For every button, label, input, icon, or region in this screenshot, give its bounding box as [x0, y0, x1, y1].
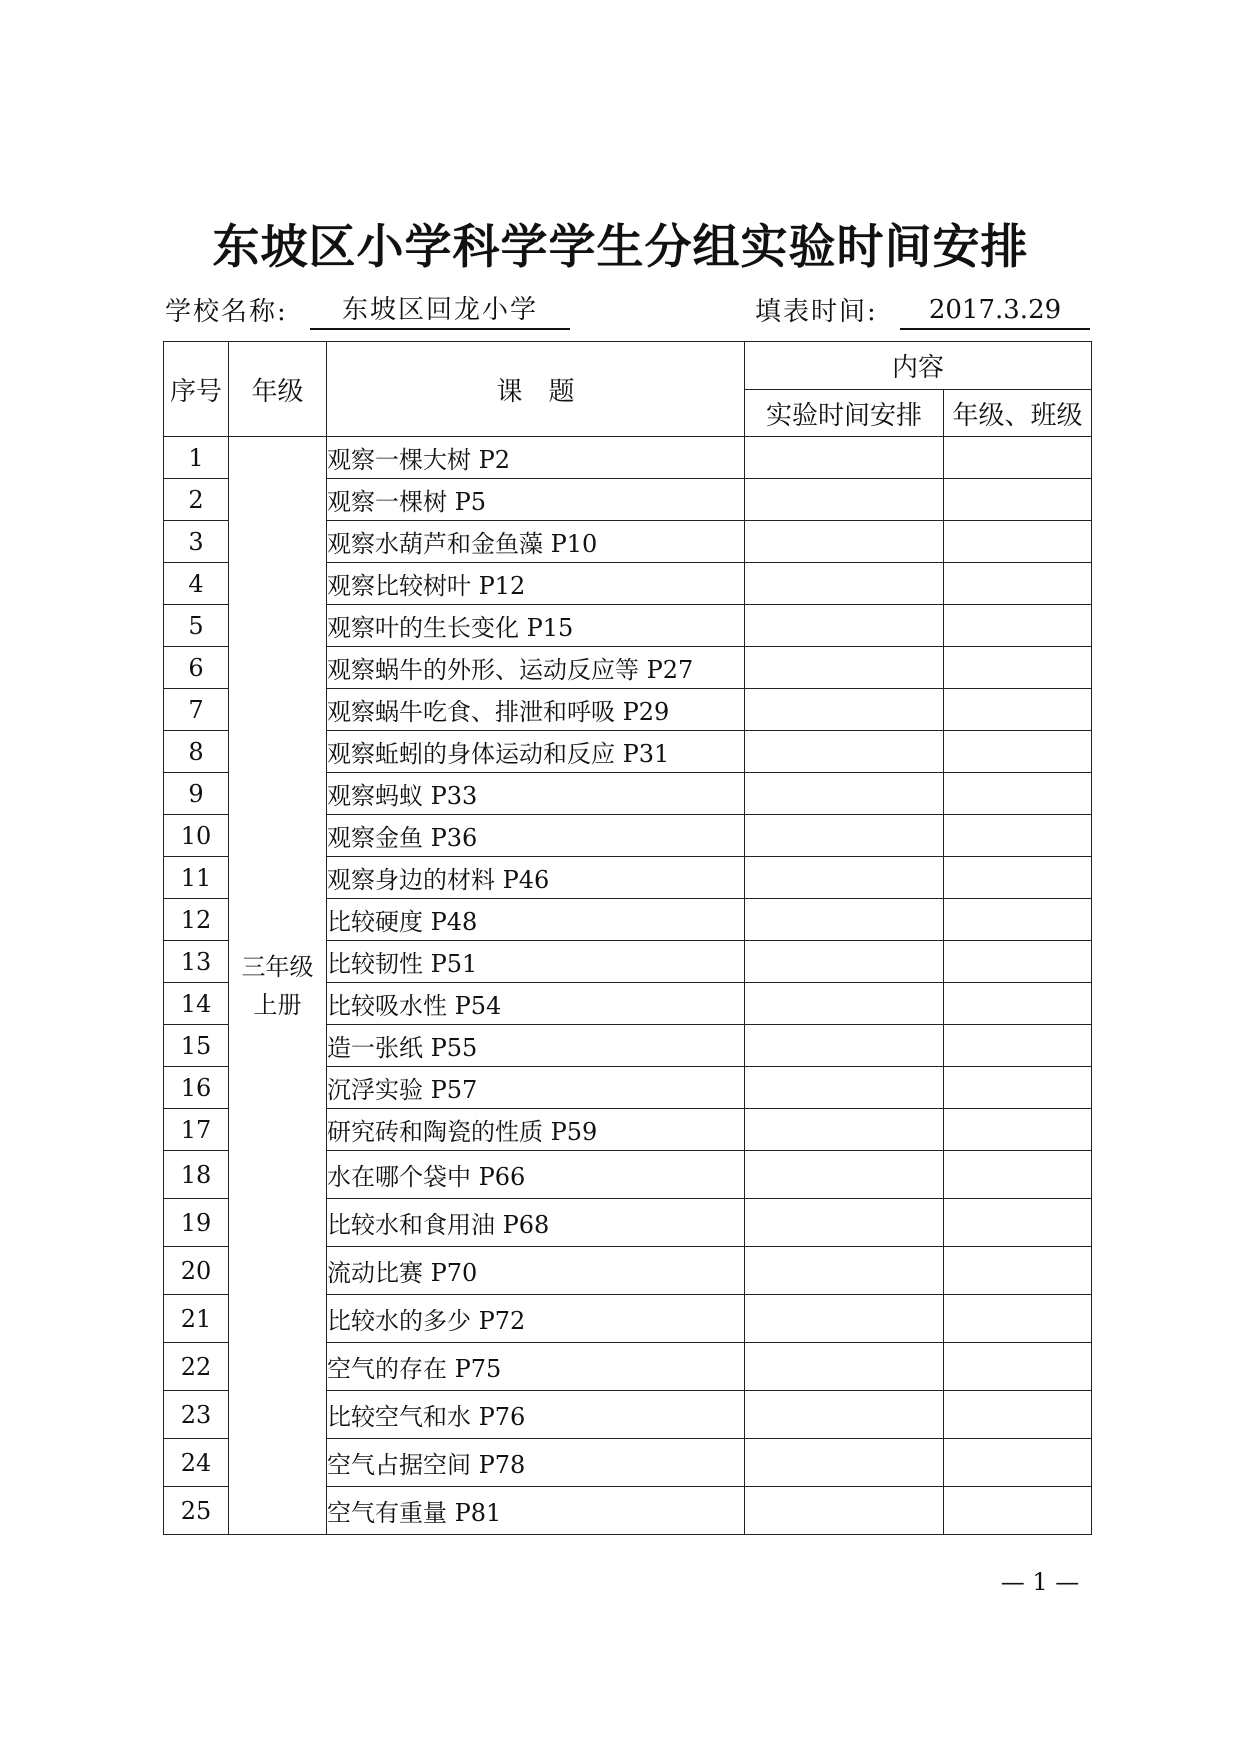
row-class-cell[interactable] — [944, 437, 1092, 479]
row-topic: 观察金鱼 P36 — [327, 815, 745, 857]
row-topic: 观察一棵大树 P2 — [327, 437, 745, 479]
row-class-cell[interactable] — [944, 689, 1092, 731]
document-title: 东坡区小学科学学生分组实验时间安排 — [212, 220, 1029, 275]
header-no: 序号 — [164, 342, 229, 437]
row-time-cell[interactable] — [745, 1343, 944, 1391]
row-number: 6 — [164, 647, 229, 689]
table-body — [164, 437, 1092, 1535]
row-number: 2 — [164, 479, 229, 521]
row-time-cell[interactable] — [745, 1025, 944, 1067]
row-time-cell[interactable] — [745, 857, 944, 899]
row-topic: 空气的存在 P75 — [327, 1343, 745, 1391]
row-topic: 空气有重量 P81 — [327, 1487, 745, 1535]
row-time-cell[interactable] — [745, 689, 944, 731]
row-topic: 观察比较树叶 P12 — [327, 563, 745, 605]
row-time-cell[interactable] — [745, 1247, 944, 1295]
row-class-cell[interactable] — [944, 941, 1092, 983]
row-number: 5 — [164, 605, 229, 647]
row-topic: 比较吸水性 P54 — [327, 983, 745, 1025]
row-number: 8 — [164, 731, 229, 773]
row-number: 22 — [164, 1343, 229, 1391]
page-number: — 1 — — [1000, 1568, 1080, 1596]
row-class-cell[interactable] — [944, 1439, 1092, 1487]
header-topic: 课 题 — [327, 342, 745, 437]
row-class-cell[interactable] — [944, 1109, 1092, 1151]
header-class: 年级、班级 — [944, 390, 1092, 437]
row-topic: 比较韧性 P51 — [327, 941, 745, 983]
row-number: 20 — [164, 1247, 229, 1295]
row-topic: 观察身边的材料 P46 — [327, 857, 745, 899]
row-topic: 比较硬度 P48 — [327, 899, 745, 941]
row-time-cell[interactable] — [745, 1109, 944, 1151]
row-number: 9 — [164, 773, 229, 815]
row-topic: 比较空气和水 P76 — [327, 1391, 745, 1439]
row-time-cell[interactable] — [745, 479, 944, 521]
row-class-cell[interactable] — [944, 521, 1092, 563]
row-topic: 观察一棵树 P5 — [327, 479, 745, 521]
row-number: 25 — [164, 1487, 229, 1535]
row-class-cell[interactable] — [944, 1343, 1092, 1391]
row-class-cell[interactable] — [944, 479, 1092, 521]
row-class-cell[interactable] — [944, 773, 1092, 815]
row-time-cell[interactable] — [745, 437, 944, 479]
date-field: 2017.3.29 — [900, 292, 1090, 330]
row-number: 14 — [164, 983, 229, 1025]
grade-cell — [229, 437, 327, 1535]
row-number: 21 — [164, 1295, 229, 1343]
row-class-cell[interactable] — [944, 983, 1092, 1025]
row-topic: 观察水葫芦和金鱼藻 P10 — [327, 521, 745, 563]
row-class-cell[interactable] — [944, 563, 1092, 605]
row-time-cell[interactable] — [745, 1487, 944, 1535]
row-time-cell[interactable] — [745, 1439, 944, 1487]
row-topic: 空气占据空间 P78 — [327, 1439, 745, 1487]
row-time-cell[interactable] — [745, 605, 944, 647]
row-number: 18 — [164, 1151, 229, 1199]
row-time-cell[interactable] — [745, 983, 944, 1025]
row-time-cell[interactable] — [745, 1391, 944, 1439]
row-topic: 观察蚂蚁 P33 — [327, 773, 745, 815]
experiment-schedule-table — [163, 341, 1092, 1535]
row-number: 12 — [164, 899, 229, 941]
row-time-cell[interactable] — [745, 731, 944, 773]
row-number: 10 — [164, 815, 229, 857]
row-time-cell[interactable] — [745, 899, 944, 941]
row-topic: 沉浮实验 P57 — [327, 1067, 745, 1109]
row-topic: 观察蜗牛的外形、运动反应等 P27 — [327, 647, 745, 689]
date-label: 填表时间: — [755, 297, 878, 327]
row-time-cell[interactable] — [745, 563, 944, 605]
row-topic: 比较水的多少 P72 — [327, 1295, 745, 1343]
row-time-cell[interactable] — [745, 941, 944, 983]
row-number: 11 — [164, 857, 229, 899]
school-label: 学校名称: — [165, 297, 288, 327]
row-number: 16 — [164, 1067, 229, 1109]
row-class-cell[interactable] — [944, 605, 1092, 647]
header-content: 内容 — [745, 342, 1092, 390]
header-time: 实验时间安排 — [745, 390, 944, 437]
row-time-cell[interactable] — [745, 1151, 944, 1199]
row-class-cell[interactable] — [944, 1487, 1092, 1535]
row-number: 4 — [164, 563, 229, 605]
row-time-cell[interactable] — [745, 815, 944, 857]
row-class-cell[interactable] — [944, 1067, 1092, 1109]
row-topic: 比较水和食用油 P68 — [327, 1199, 745, 1247]
row-class-cell[interactable] — [944, 1247, 1092, 1295]
row-number: 3 — [164, 521, 229, 563]
row-number: 19 — [164, 1199, 229, 1247]
grade-label-line2: 上册 — [253, 990, 302, 1019]
row-time-cell[interactable] — [745, 647, 944, 689]
row-number: 13 — [164, 941, 229, 983]
row-time-cell[interactable] — [745, 521, 944, 563]
row-number: 1 — [164, 437, 229, 479]
row-topic: 观察蚯蚓的身体运动和反应 P31 — [327, 731, 745, 773]
row-class-cell[interactable] — [944, 1295, 1092, 1343]
row-number: 17 — [164, 1109, 229, 1151]
row-number: 23 — [164, 1391, 229, 1439]
grade-label-line1: 三年级 — [241, 952, 314, 981]
row-topic: 造一张纸 P55 — [327, 1025, 745, 1067]
row-time-cell[interactable] — [745, 1199, 944, 1247]
row-topic: 水在哪个袋中 P66 — [327, 1151, 745, 1199]
row-topic: 研究砖和陶瓷的性质 P59 — [327, 1109, 745, 1151]
row-number: 7 — [164, 689, 229, 731]
header-grade: 年级 — [229, 342, 327, 437]
row-number: 15 — [164, 1025, 229, 1067]
school-name-field: 东坡区回龙小学 — [310, 292, 570, 330]
row-topic: 观察叶的生长变化 P15 — [327, 605, 745, 647]
table-row — [164, 437, 1092, 479]
row-time-cell[interactable] — [745, 1067, 944, 1109]
row-class-cell[interactable] — [944, 815, 1092, 857]
row-class-cell[interactable] — [944, 1391, 1092, 1439]
row-time-cell[interactable] — [745, 773, 944, 815]
row-class-cell[interactable] — [944, 1151, 1092, 1199]
row-class-cell[interactable] — [944, 857, 1092, 899]
row-class-cell[interactable] — [944, 899, 1092, 941]
form-meta — [165, 292, 1093, 332]
row-topic: 观察蜗牛吃食、排泄和呼吸 P29 — [327, 689, 745, 731]
row-time-cell[interactable] — [745, 1295, 944, 1343]
row-number: 24 — [164, 1439, 229, 1487]
row-class-cell[interactable] — [944, 731, 1092, 773]
row-class-cell[interactable] — [944, 1025, 1092, 1067]
row-topic: 流动比赛 P70 — [327, 1247, 745, 1295]
row-class-cell[interactable] — [944, 1199, 1092, 1247]
row-class-cell[interactable] — [944, 647, 1092, 689]
